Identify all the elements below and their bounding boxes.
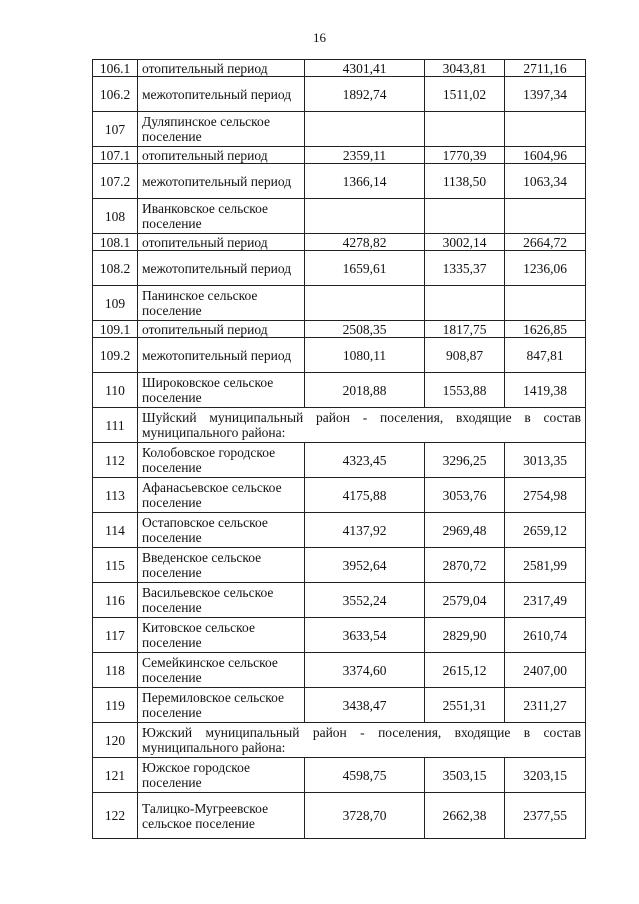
- value-cell-1: 3374,60: [305, 653, 425, 688]
- value-cell-1: 3633,54: [305, 618, 425, 653]
- value-cell-2: 3002,14: [425, 234, 505, 251]
- district-heading: Шуйский муниципальный район - поселения, входящие в состав муниципального района:: [138, 408, 586, 443]
- table-row: [93, 723, 586, 758]
- table-row: [93, 199, 586, 234]
- value-cell-2: 2870,72: [425, 548, 505, 583]
- value-cell-2: 2829,90: [425, 618, 505, 653]
- value-cell-3: 847,81: [505, 338, 586, 373]
- row-number: 108.2: [93, 251, 138, 286]
- value-cell-1: 1892,74: [305, 77, 425, 112]
- table-row: [93, 443, 586, 478]
- value-cell-1: [305, 112, 425, 147]
- settlement-name: межотопительный период: [138, 164, 305, 199]
- value-cell-1: 4137,92: [305, 513, 425, 548]
- value-cell-2: 2662,38: [425, 793, 505, 839]
- value-cell-2: 1138,50: [425, 164, 505, 199]
- value-cell-3: 2610,74: [505, 618, 586, 653]
- value-cell-3: [505, 199, 586, 234]
- table-row: [93, 408, 586, 443]
- row-number: 114: [93, 513, 138, 548]
- value-cell-1: 4278,82: [305, 234, 425, 251]
- table-row: [93, 234, 586, 251]
- table-row: [93, 286, 586, 321]
- settlement-name: Введенское сельское поселение: [138, 548, 305, 583]
- value-cell-2: 1553,88: [425, 373, 505, 408]
- value-cell-1: 3952,64: [305, 548, 425, 583]
- value-cell-2: [425, 112, 505, 147]
- value-cell-3: 2407,00: [505, 653, 586, 688]
- value-cell-2: 1511,02: [425, 77, 505, 112]
- settlement-name: Талицко-Мугреевское сельское поселение: [138, 793, 305, 839]
- table-row: [93, 793, 586, 839]
- value-cell-3: 2711,16: [505, 60, 586, 77]
- value-cell-3: [505, 112, 586, 147]
- table-row: [93, 112, 586, 147]
- value-cell-3: 1236,06: [505, 251, 586, 286]
- value-cell-2: 908,87: [425, 338, 505, 373]
- value-cell-1: 2508,35: [305, 321, 425, 338]
- value-cell-2: 2969,48: [425, 513, 505, 548]
- value-cell-3: 1063,34: [505, 164, 586, 199]
- row-number: 122: [93, 793, 138, 839]
- value-cell-3: 1626,85: [505, 321, 586, 338]
- row-number: 121: [93, 758, 138, 793]
- settlement-name: Южское городское поселение: [138, 758, 305, 793]
- settlement-name: межотопительный период: [138, 338, 305, 373]
- row-number: 119: [93, 688, 138, 723]
- value-cell-1: 1659,61: [305, 251, 425, 286]
- table-row: [93, 164, 586, 199]
- value-cell-1: 4323,45: [305, 443, 425, 478]
- value-cell-1: 4598,75: [305, 758, 425, 793]
- value-cell-1: [305, 286, 425, 321]
- row-number: 112: [93, 443, 138, 478]
- table-row: [93, 478, 586, 513]
- settlement-name: Васильевское сельское поселение: [138, 583, 305, 618]
- row-number: 106.2: [93, 77, 138, 112]
- table-row: [93, 338, 586, 373]
- row-number: 110: [93, 373, 138, 408]
- settlement-name: Иванковское сельское поселение: [138, 199, 305, 234]
- value-cell-2: 2551,31: [425, 688, 505, 723]
- value-cell-2: 2579,04: [425, 583, 505, 618]
- settlement-name: отопительный период: [138, 321, 305, 338]
- table-row: [93, 147, 586, 164]
- row-number: 116: [93, 583, 138, 618]
- page-number: 16: [313, 30, 326, 45]
- settlement-name: межотопительный период: [138, 251, 305, 286]
- row-number: 108.1: [93, 234, 138, 251]
- value-cell-3: 1419,38: [505, 373, 586, 408]
- row-number: 113: [93, 478, 138, 513]
- value-cell-3: 2659,12: [505, 513, 586, 548]
- settlement-name: отопительный период: [138, 234, 305, 251]
- value-cell-3: 2581,99: [505, 548, 586, 583]
- value-cell-2: 3053,76: [425, 478, 505, 513]
- table-row: [93, 758, 586, 793]
- table-row: [93, 618, 586, 653]
- value-cell-2: 3043,81: [425, 60, 505, 77]
- row-number: 109.2: [93, 338, 138, 373]
- value-cell-1: 2359,11: [305, 147, 425, 164]
- table-row: [93, 77, 586, 112]
- table-row: [93, 321, 586, 338]
- value-cell-3: 2664,72: [505, 234, 586, 251]
- value-cell-1: 2018,88: [305, 373, 425, 408]
- settlement-name: Перемиловское сельское поселение: [138, 688, 305, 723]
- value-cell-1: 1366,14: [305, 164, 425, 199]
- district-heading: Южский муниципальный район - поселения, входящие в состав муниципального района:: [138, 723, 586, 758]
- value-cell-1: 3438,47: [305, 688, 425, 723]
- value-cell-2: 1817,75: [425, 321, 505, 338]
- value-cell-3: 2311,27: [505, 688, 586, 723]
- value-cell-3: 1604,96: [505, 147, 586, 164]
- value-cell-3: 1397,34: [505, 77, 586, 112]
- settlement-name: Китовское сельское поселение: [138, 618, 305, 653]
- settlement-name: Колобовское городское поселение: [138, 443, 305, 478]
- row-number: 111: [93, 408, 138, 443]
- value-cell-3: 2377,55: [505, 793, 586, 839]
- table-row: [93, 251, 586, 286]
- value-cell-2: 1770,39: [425, 147, 505, 164]
- row-number: 109.1: [93, 321, 138, 338]
- value-cell-1: 3552,24: [305, 583, 425, 618]
- table-row: [93, 373, 586, 408]
- table-row: [93, 653, 586, 688]
- settlement-name: Широковское сельское поселение: [138, 373, 305, 408]
- value-cell-3: [505, 286, 586, 321]
- value-cell-1: 4301,41: [305, 60, 425, 77]
- settlement-name: межотопительный период: [138, 77, 305, 112]
- row-number: 117: [93, 618, 138, 653]
- value-cell-1: 3728,70: [305, 793, 425, 839]
- tariff-table: [92, 59, 586, 839]
- table-row: [93, 688, 586, 723]
- value-cell-3: 2317,49: [505, 583, 586, 618]
- value-cell-2: 3296,25: [425, 443, 505, 478]
- value-cell-2: 3503,15: [425, 758, 505, 793]
- table-row: [93, 583, 586, 618]
- value-cell-2: [425, 199, 505, 234]
- table-body: [93, 60, 586, 839]
- value-cell-3: 3013,35: [505, 443, 586, 478]
- value-cell-2: 2615,12: [425, 653, 505, 688]
- settlement-name: Семейкинское сельское поселение: [138, 653, 305, 688]
- value-cell-1: [305, 199, 425, 234]
- row-number: 120: [93, 723, 138, 758]
- table-row: [93, 513, 586, 548]
- value-cell-3: 2754,98: [505, 478, 586, 513]
- value-cell-1: 1080,11: [305, 338, 425, 373]
- settlement-name: Афанасьевское сельское поселение: [138, 478, 305, 513]
- row-number: 107: [93, 112, 138, 147]
- row-number: 108: [93, 199, 138, 234]
- row-number: 107.2: [93, 164, 138, 199]
- settlement-name: отопительный период: [138, 147, 305, 164]
- table-row: [93, 548, 586, 583]
- value-cell-3: 3203,15: [505, 758, 586, 793]
- settlement-name: Дуляпинское сельское поселение: [138, 112, 305, 147]
- row-number: 118: [93, 653, 138, 688]
- row-number: 107.1: [93, 147, 138, 164]
- row-number: 106.1: [93, 60, 138, 77]
- value-cell-2: [425, 286, 505, 321]
- value-cell-1: 4175,88: [305, 478, 425, 513]
- settlement-name: Остаповское сельское поселение: [138, 513, 305, 548]
- value-cell-2: 1335,37: [425, 251, 505, 286]
- settlement-name: Панинское сельское поселение: [138, 286, 305, 321]
- row-number: 109: [93, 286, 138, 321]
- settlement-name: отопительный период: [138, 60, 305, 77]
- row-number: 115: [93, 548, 138, 583]
- table-row: [93, 60, 586, 77]
